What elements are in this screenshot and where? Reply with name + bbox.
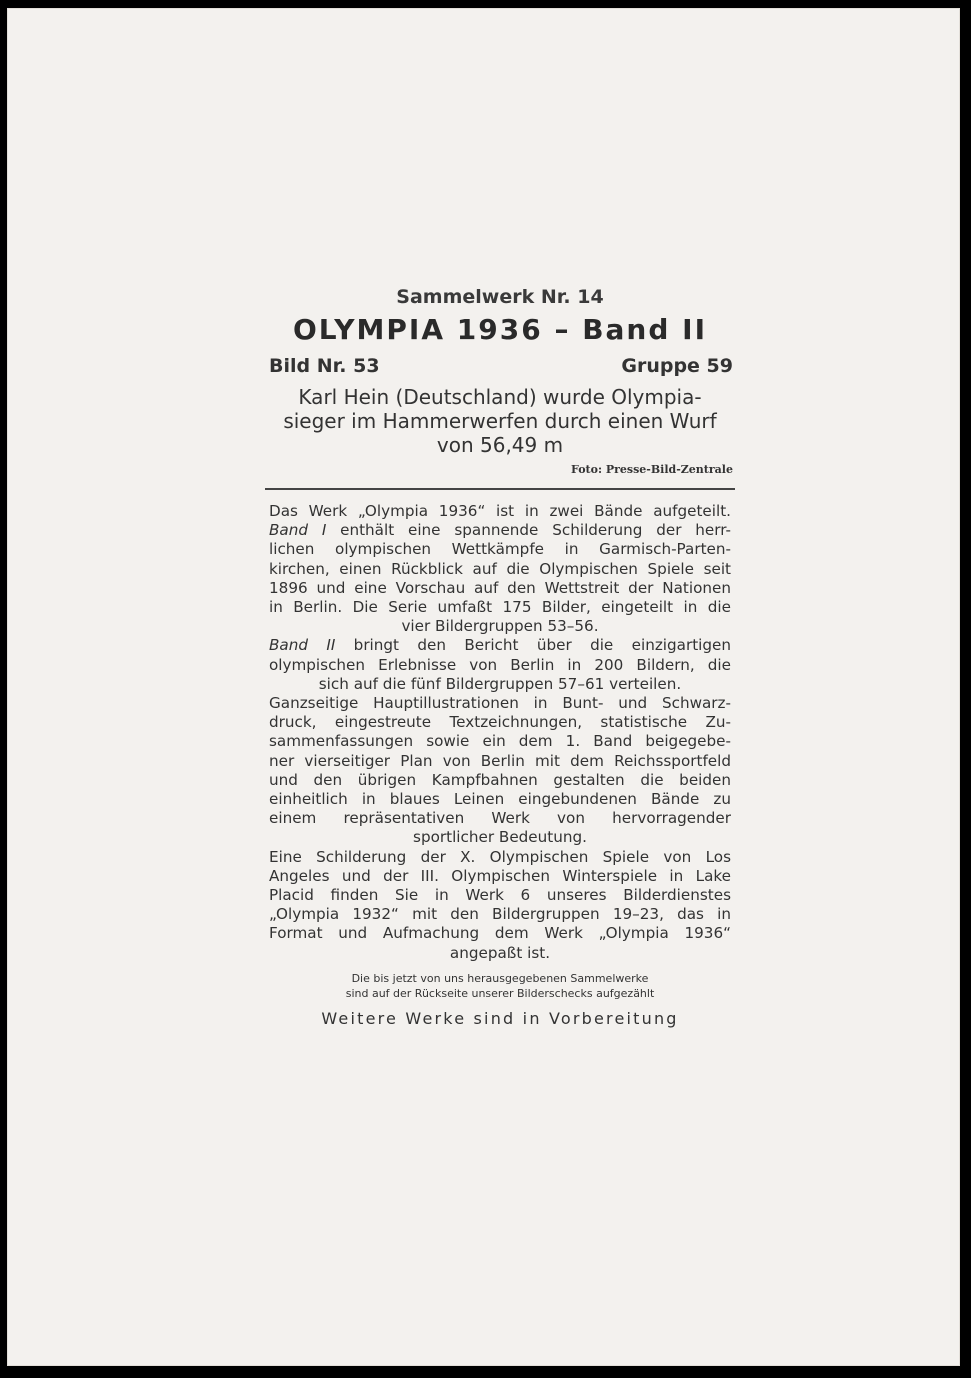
description-line: Band II bringt den Bericht über die einzigartigen [269,636,731,655]
description-line: „Olympia 1932“ mit den Bildergruppen 19–23, das in [269,905,731,924]
caption-line: sieger im Hammerwerfen durch einen Wurf [283,409,717,433]
description-line: sich auf die fünf Bildergruppen 57–61 verteilen. [318,674,682,693]
main-title [263,313,737,347]
description-line: einem repräsentativen Werk von hervorragender [269,809,731,828]
description-line: olympischen Erlebnisse von Berlin in 200 Bildern, die [269,655,731,674]
description-line: vier Bildergruppen 53–56. [401,617,599,636]
description-line: lichen olympischen Wettkämpfe in Garmisch-Parten- [269,540,731,559]
main-title-text: OLYMPIA 1936 – Band II [292,313,707,346]
description-line: in Berlin. Die Serie umfaßt 175 Bilder, eingeteilt in die [269,598,731,617]
more-works-line: Weitere Werke sind in Vorbereitung [321,1008,679,1028]
group-number: Gruppe 59 [621,355,733,377]
description-line: druck, eingestreute Textzeichnungen, statistische Zu- [269,713,731,732]
description-line: kirchen, einen Rückblick auf die Olympischen Spiele seit [269,559,731,578]
caption-line: Karl Hein (Deutschland) wurde Olympia- [298,385,702,409]
footer-note-line: sind auf der Rückseite unserer Bilderschecks aufgezählt [345,986,655,1000]
description-line: Placid finden Sie in Werk 6 unseres Bilderdienstes [269,886,731,905]
description-line: Das Werk „Olympia 1936“ ist in zwei Bände aufgeteilt. [269,502,731,520]
meta-row [263,355,737,377]
picture-number: Bild Nr. 53 [269,355,380,377]
picture-caption [263,385,737,457]
description-line: sammenfassungen sowie ein dem 1. Band beigegebe- [269,732,731,751]
description-line: 1896 und eine Vorschau auf den Wettstreit der Nationen [269,578,731,597]
caption-line: von 56,49 m [436,433,564,457]
description-line: Eine Schilderung der X. Olympischen Spiele von Los [269,847,731,866]
description-line: Ganzseitige Hauptillustrationen in Bunt- und Schwarz- [269,694,731,713]
description-line: sportlicher Bedeutung. [413,828,587,847]
footer-note-line: Die bis jetzt von uns herausgegebenen Sammelwerke [351,971,649,985]
divider-rule [265,488,735,490]
series-heading: Sammelwerk Nr. 14 [396,286,604,308]
description-line: und den übrigen Kampfbahnen gestalten die beiden [269,770,731,789]
photo-credit: Foto: Presse-Bild-Zentrale [571,463,733,476]
description-line: Format und Aufmachung dem Werk „Olympia 1936“ [269,924,731,943]
description-text [263,502,737,963]
description-line: einheitlich in blaues Leinen eingebundenen Bände zu [269,790,731,809]
collector-card-back [7,8,960,1366]
description-line: Band I enthält eine spannende Schilderung der herr- [269,521,731,540]
description-line: angepaßt ist. [449,943,551,962]
description-line: Angeles und der III. Olympischen Winterspiele in Lake [269,866,731,885]
print-block [263,283,737,1028]
description-line: ner vierseitiger Plan von Berlin mit dem Reichssportfeld [269,751,731,770]
footer-note [263,971,737,1001]
